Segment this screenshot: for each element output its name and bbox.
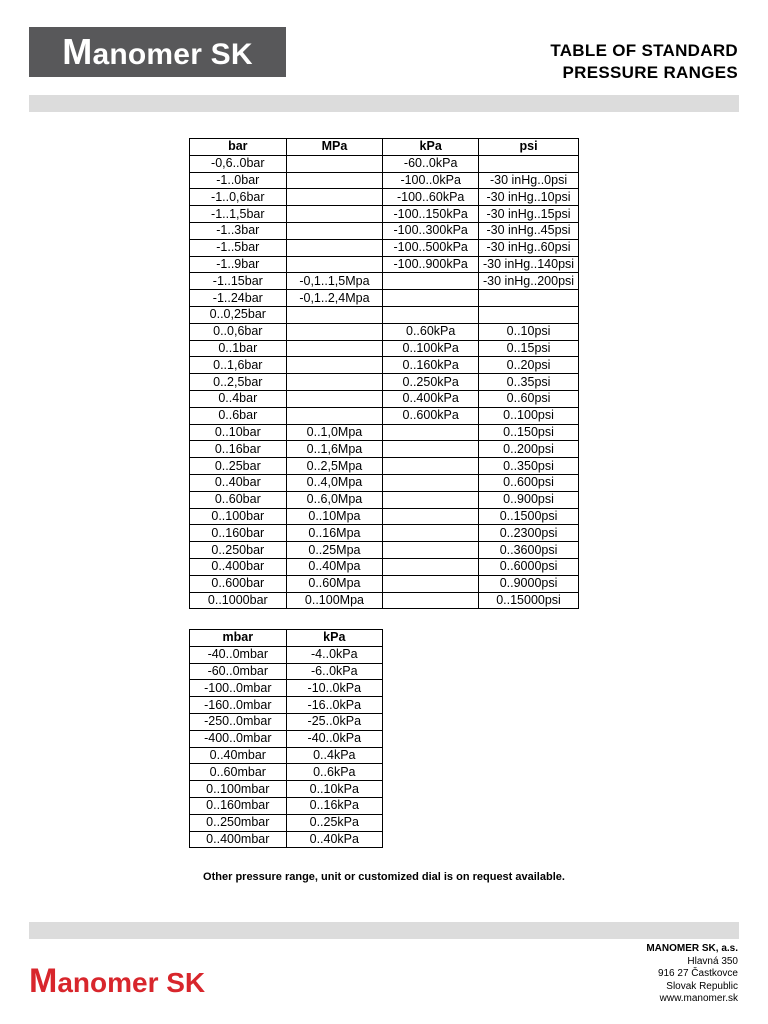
table-row bbox=[190, 680, 383, 697]
availability-note: Other pressure range, unit or customized dial is on request available. bbox=[203, 871, 565, 883]
table-cell-bar: -1..1,5bar bbox=[190, 206, 287, 223]
table-cell-mpa: 0..6,0Mpa bbox=[286, 491, 383, 508]
table-cell-psi: -30 inHg..10psi bbox=[479, 189, 579, 206]
page-title-line1: TABLE OF STANDARD bbox=[550, 41, 738, 60]
company-name: MANOMER SK, a.s. bbox=[646, 943, 738, 954]
table-cell-kpa: 0..4kPa bbox=[286, 747, 382, 764]
table-cell-kpa: 0..25kPa bbox=[286, 814, 382, 831]
table-cell-kpa: -10..0kPa bbox=[286, 680, 382, 697]
table-cell-kpa bbox=[383, 525, 479, 542]
header-logo bbox=[29, 27, 286, 77]
table-cell-mpa bbox=[286, 222, 383, 239]
table-cell-mbar: 0..160mbar bbox=[190, 797, 287, 814]
table-cell-bar: 0..0,6bar bbox=[190, 323, 287, 340]
table-row bbox=[190, 290, 579, 307]
table-body bbox=[190, 155, 579, 609]
table-cell-kpa bbox=[383, 491, 479, 508]
table-cell-bar: 0..4bar bbox=[190, 390, 287, 407]
table-cell-bar: 0..1,6bar bbox=[190, 357, 287, 374]
table-cell-psi: -30 inHg..60psi bbox=[479, 239, 579, 256]
table-row bbox=[190, 222, 579, 239]
column-header-kpa: kPa bbox=[383, 139, 479, 156]
table-cell-mpa: 0..60Mpa bbox=[286, 575, 383, 592]
table-row bbox=[190, 474, 579, 491]
table-row bbox=[190, 575, 579, 592]
table-cell-kpa: -6..0kPa bbox=[286, 663, 382, 680]
table-cell-mbar: -250..0mbar bbox=[190, 713, 287, 730]
table-cell-kpa bbox=[383, 474, 479, 491]
table-cell-bar: 0..100bar bbox=[190, 508, 287, 525]
table-cell-kpa: -100..60kPa bbox=[383, 189, 479, 206]
table-cell-mpa bbox=[286, 357, 383, 374]
table-cell-psi: 0..60psi bbox=[479, 390, 579, 407]
table-cell-bar: 0..25bar bbox=[190, 458, 287, 475]
header-logo-initial: M bbox=[62, 31, 93, 72]
column-header-kpa: kPa bbox=[286, 630, 382, 647]
table-cell-kpa: -100..150kPa bbox=[383, 206, 479, 223]
table-cell-mbar: 0..250mbar bbox=[190, 814, 287, 831]
table-row bbox=[190, 831, 383, 848]
table-cell-mpa bbox=[286, 340, 383, 357]
table-cell-bar: 0..60bar bbox=[190, 491, 287, 508]
table-cell-kpa bbox=[383, 542, 479, 559]
table-cell-mpa: -0,1..2,4Mpa bbox=[286, 290, 383, 307]
table-cell-kpa: 0..10kPa bbox=[286, 781, 382, 798]
table-row bbox=[190, 239, 579, 256]
table-cell-bar: -0,6..0bar bbox=[190, 155, 287, 172]
table-cell-mbar: -400..0mbar bbox=[190, 730, 287, 747]
table-cell-kpa: 0..16kPa bbox=[286, 797, 382, 814]
table-cell-kpa: 0..600kPa bbox=[383, 407, 479, 424]
header-divider-strip bbox=[29, 95, 739, 112]
table-row bbox=[190, 407, 579, 424]
table-cell-mpa bbox=[286, 189, 383, 206]
address-street: Hlavná 350 bbox=[687, 955, 738, 967]
table-cell-mpa: 0..2,5Mpa bbox=[286, 458, 383, 475]
table-cell-psi: -30 inHg..15psi bbox=[479, 206, 579, 223]
table-cell-mbar: -160..0mbar bbox=[190, 697, 287, 714]
table-cell-psi: 0..20psi bbox=[479, 357, 579, 374]
table-cell-bar: -1..9bar bbox=[190, 256, 287, 273]
table-cell-kpa bbox=[383, 575, 479, 592]
table-cell-mpa bbox=[286, 256, 383, 273]
table-cell-mbar: 0..400mbar bbox=[190, 831, 287, 848]
table-row bbox=[190, 189, 579, 206]
table-cell-mpa: -0,1..1,5Mpa bbox=[286, 273, 383, 290]
table-body bbox=[190, 646, 383, 848]
table-row bbox=[190, 256, 579, 273]
table-cell-kpa: 0..250kPa bbox=[383, 374, 479, 391]
table-row bbox=[190, 172, 579, 189]
table-cell-mpa bbox=[286, 323, 383, 340]
table-cell-psi: 0..6000psi bbox=[479, 558, 579, 575]
table-cell-kpa: 0..400kPa bbox=[383, 390, 479, 407]
table-row bbox=[190, 558, 579, 575]
table-cell-bar: -1..0bar bbox=[190, 172, 287, 189]
table-row bbox=[190, 764, 383, 781]
footer-divider-strip bbox=[29, 922, 739, 939]
table-cell-kpa: -100..300kPa bbox=[383, 222, 479, 239]
table-cell-psi: 0..3600psi bbox=[479, 542, 579, 559]
table-cell-psi: 0..900psi bbox=[479, 491, 579, 508]
mbar-range-table bbox=[189, 629, 383, 848]
table-cell-kpa: -25..0kPa bbox=[286, 713, 382, 730]
table-row bbox=[190, 797, 383, 814]
table-cell-mpa bbox=[286, 172, 383, 189]
table-cell-kpa bbox=[383, 306, 479, 323]
table-cell-bar: 0..6bar bbox=[190, 407, 287, 424]
company-address bbox=[646, 943, 738, 1006]
table-cell-psi: 0..35psi bbox=[479, 374, 579, 391]
address-country: Slovak Republic bbox=[666, 980, 738, 992]
table-cell-kpa: 0..60kPa bbox=[383, 323, 479, 340]
table-cell-kpa: -4..0kPa bbox=[286, 646, 382, 663]
table-cell-kpa: 0..100kPa bbox=[383, 340, 479, 357]
table-cell-mpa: 0..1,0Mpa bbox=[286, 424, 383, 441]
table-cell-mpa: 0..1,6Mpa bbox=[286, 441, 383, 458]
footer-logo-initial: M bbox=[29, 962, 58, 1000]
table-cell-psi bbox=[479, 290, 579, 307]
table-cell-psi: 0..1500psi bbox=[479, 508, 579, 525]
table-cell-bar: 0..400bar bbox=[190, 558, 287, 575]
table-cell-mpa: 0..10Mpa bbox=[286, 508, 383, 525]
table-cell-kpa bbox=[383, 273, 479, 290]
table-cell-bar: 0..16bar bbox=[190, 441, 287, 458]
table-cell-psi: 0..350psi bbox=[479, 458, 579, 475]
column-header-mbar: mbar bbox=[190, 630, 287, 647]
table-cell-bar: -1..5bar bbox=[190, 239, 287, 256]
table-row bbox=[190, 374, 579, 391]
table-row bbox=[190, 441, 579, 458]
table-cell-kpa bbox=[383, 458, 479, 475]
table-row bbox=[190, 713, 383, 730]
table-row bbox=[190, 340, 579, 357]
table-cell-mbar: 0..100mbar bbox=[190, 781, 287, 798]
table-cell-psi: 0..100psi bbox=[479, 407, 579, 424]
footer-logo bbox=[29, 962, 205, 1001]
table-cell-mbar: -40..0mbar bbox=[190, 646, 287, 663]
table-row bbox=[190, 697, 383, 714]
table-cell-bar: -1..15bar bbox=[190, 273, 287, 290]
table-row bbox=[190, 781, 383, 798]
pressure-range-table bbox=[189, 138, 579, 609]
table-cell-bar: 0..1bar bbox=[190, 340, 287, 357]
table-cell-kpa: -100..900kPa bbox=[383, 256, 479, 273]
table-cell-kpa bbox=[383, 441, 479, 458]
table-cell-kpa: -100..500kPa bbox=[383, 239, 479, 256]
column-header-psi: psi bbox=[479, 139, 579, 156]
table-cell-psi: -30 inHg..200psi bbox=[479, 273, 579, 290]
table-cell-kpa: 0..40kPa bbox=[286, 831, 382, 848]
column-header-mpa: MPa bbox=[286, 139, 383, 156]
table-cell-mpa bbox=[286, 206, 383, 223]
table-cell-bar: -1..24bar bbox=[190, 290, 287, 307]
table-cell-bar: 0..2,5bar bbox=[190, 374, 287, 391]
table-cell-kpa bbox=[383, 290, 479, 307]
table-cell-kpa: 0..160kPa bbox=[383, 357, 479, 374]
table-cell-kpa bbox=[383, 424, 479, 441]
table-header-row bbox=[190, 630, 383, 647]
table-row bbox=[190, 542, 579, 559]
table-row bbox=[190, 357, 579, 374]
table-cell-bar: -1..3bar bbox=[190, 222, 287, 239]
table-row bbox=[190, 390, 579, 407]
table-row bbox=[190, 155, 579, 172]
table-row bbox=[190, 592, 579, 609]
table-row bbox=[190, 206, 579, 223]
table-cell-psi: 0..15psi bbox=[479, 340, 579, 357]
table-cell-bar: 0..250bar bbox=[190, 542, 287, 559]
table-row bbox=[190, 525, 579, 542]
table-cell-psi bbox=[479, 306, 579, 323]
table-cell-psi: 0..200psi bbox=[479, 441, 579, 458]
table-cell-psi: -30 inHg..140psi bbox=[479, 256, 579, 273]
table-row bbox=[190, 814, 383, 831]
table-cell-mpa bbox=[286, 306, 383, 323]
header-logo-text bbox=[62, 31, 252, 73]
table-cell-kpa: -60..0kPa bbox=[383, 155, 479, 172]
table-cell-psi: 0..150psi bbox=[479, 424, 579, 441]
table-cell-mpa bbox=[286, 155, 383, 172]
table-cell-kpa: 0..6kPa bbox=[286, 764, 382, 781]
table-cell-bar: 0..1000bar bbox=[190, 592, 287, 609]
table-row bbox=[190, 424, 579, 441]
table-row bbox=[190, 323, 579, 340]
table-cell-psi: 0..600psi bbox=[479, 474, 579, 491]
table-cell-psi bbox=[479, 155, 579, 172]
column-header-bar: bar bbox=[190, 139, 287, 156]
table-cell-mbar: 0..60mbar bbox=[190, 764, 287, 781]
table-row bbox=[190, 646, 383, 663]
table-row bbox=[190, 491, 579, 508]
table-cell-mpa: 0..16Mpa bbox=[286, 525, 383, 542]
page-title bbox=[550, 40, 738, 84]
table-cell-mpa: 0..40Mpa bbox=[286, 558, 383, 575]
table-cell-bar: 0..160bar bbox=[190, 525, 287, 542]
table-cell-kpa bbox=[383, 558, 479, 575]
table-row bbox=[190, 663, 383, 680]
table-cell-mbar: 0..40mbar bbox=[190, 747, 287, 764]
table-cell-bar: -1..0,6bar bbox=[190, 189, 287, 206]
table-cell-psi: 0..10psi bbox=[479, 323, 579, 340]
footer-logo-word: anomer SK bbox=[57, 967, 206, 998]
address-city: 916 27 Častkovce bbox=[657, 968, 738, 979]
table-row bbox=[190, 306, 579, 323]
table-cell-mpa bbox=[286, 407, 383, 424]
table-cell-bar: 0..40bar bbox=[190, 474, 287, 491]
table-cell-mpa: 0..25Mpa bbox=[286, 542, 383, 559]
table-row bbox=[190, 508, 579, 525]
table-row bbox=[190, 747, 383, 764]
table-cell-mpa bbox=[286, 374, 383, 391]
table-cell-kpa bbox=[383, 592, 479, 609]
table-cell-kpa: -40..0kPa bbox=[286, 730, 382, 747]
table-cell-psi: 0..15000psi bbox=[479, 592, 579, 609]
table-cell-mbar: -60..0mbar bbox=[190, 663, 287, 680]
table-row bbox=[190, 458, 579, 475]
table-cell-mpa bbox=[286, 239, 383, 256]
table-cell-kpa: -16..0kPa bbox=[286, 697, 382, 714]
table-row bbox=[190, 273, 579, 290]
header-logo-word: anomer SK bbox=[92, 38, 253, 71]
table-cell-mbar: -100..0mbar bbox=[190, 680, 287, 697]
table-cell-mpa: 0..4,0Mpa bbox=[286, 474, 383, 491]
page-title-line2: PRESSURE RANGES bbox=[562, 63, 738, 82]
table-cell-mpa: 0..100Mpa bbox=[286, 592, 383, 609]
table-cell-bar: 0..10bar bbox=[190, 424, 287, 441]
table-cell-bar: 0..0,25bar bbox=[190, 306, 287, 323]
table-cell-psi: 0..2300psi bbox=[479, 525, 579, 542]
table-header-row bbox=[190, 139, 579, 156]
table-cell-bar: 0..600bar bbox=[190, 575, 287, 592]
table-cell-kpa: -100..0kPa bbox=[383, 172, 479, 189]
table-cell-mpa bbox=[286, 390, 383, 407]
table-cell-psi: -30 inHg..0psi bbox=[479, 172, 579, 189]
company-website: www.manomer.sk bbox=[659, 993, 738, 1004]
table-cell-psi: 0..9000psi bbox=[479, 575, 579, 592]
table-cell-psi: -30 inHg..45psi bbox=[479, 222, 579, 239]
table-row bbox=[190, 730, 383, 747]
table-cell-kpa bbox=[383, 508, 479, 525]
